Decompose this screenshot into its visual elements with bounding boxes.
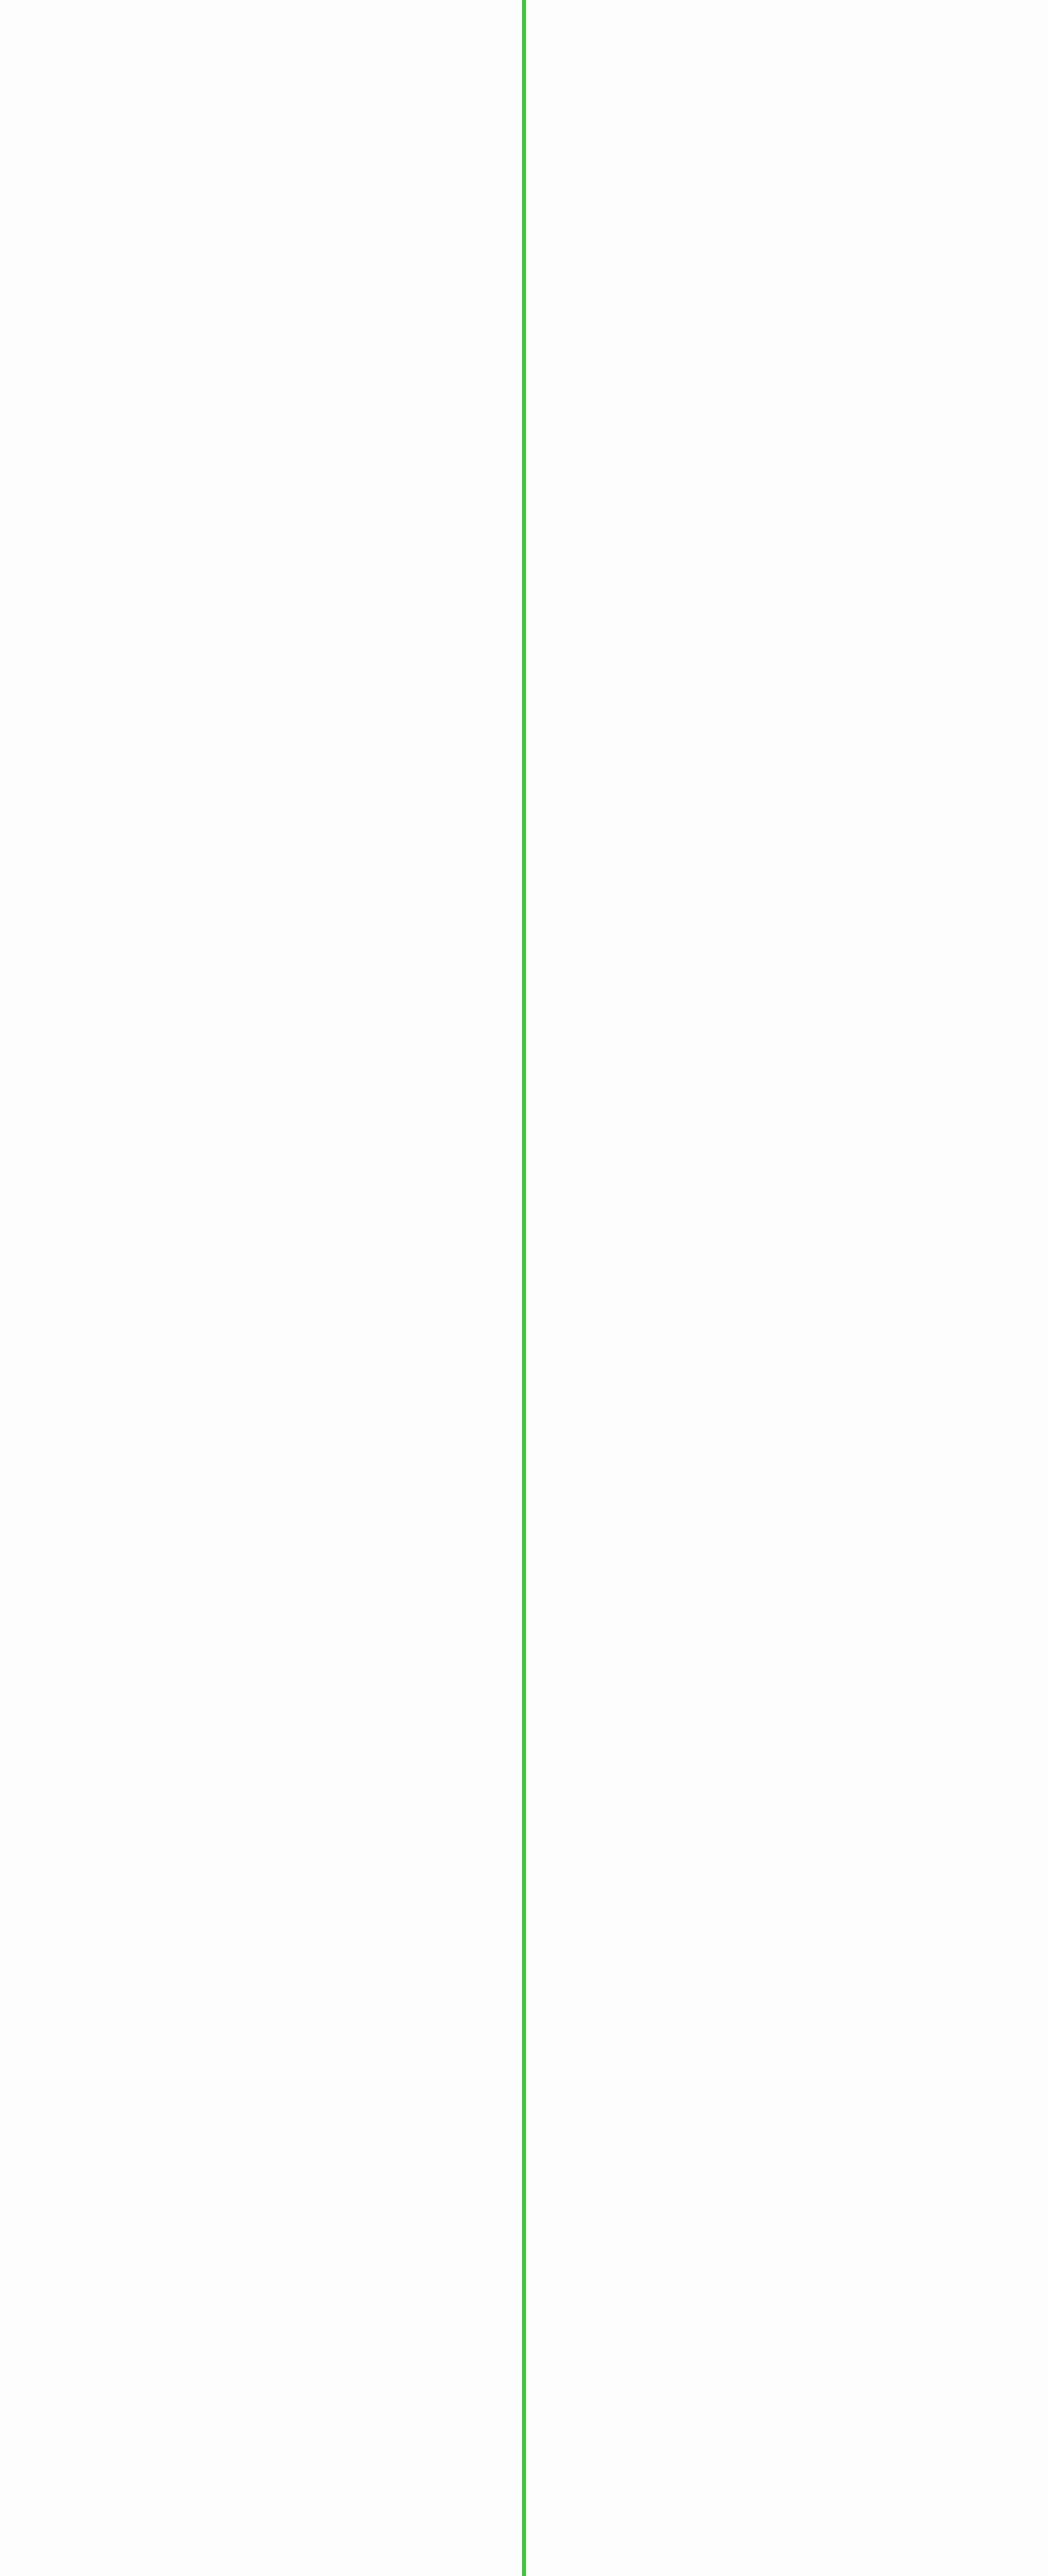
vertical-green-line xyxy=(522,0,526,2576)
